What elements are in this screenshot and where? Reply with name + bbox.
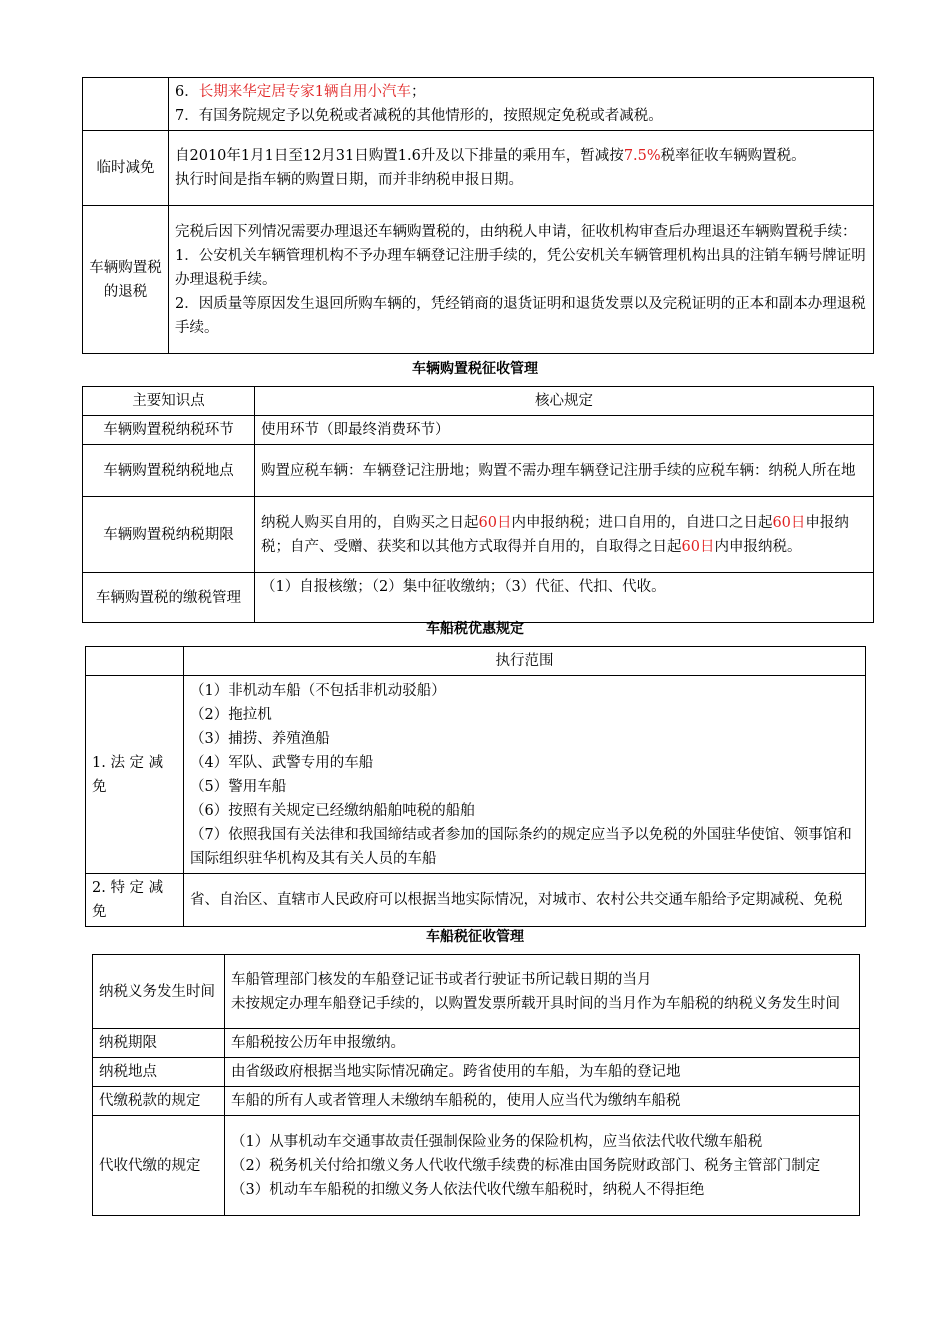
row-content: 使用环节（即最终消费环节）: [255, 416, 874, 445]
text: 内申报纳税；进口自用的，自进口之日起: [511, 514, 773, 531]
section-title: 车船税征收管理: [426, 929, 524, 945]
table-row: [83, 573, 874, 623]
row-content: [169, 206, 874, 354]
list-item: （1）非机动车船（不包括非机动驳船）: [190, 682, 446, 699]
row-label: 纳税地点: [93, 1058, 225, 1087]
row-label: 2. 特 定 减 免: [86, 874, 184, 927]
row-content: 省、自治区、直辖市人民政府可以根据当地实际情况，对城市、农村公共交通车船给予定期减税、免税: [184, 874, 866, 927]
row-label: 车辆购置税纳税环节: [83, 416, 255, 445]
row-content: 车船税按公历年申报缴纳。: [225, 1029, 860, 1058]
text: 未按规定办理车船登记手续的，以购置发票所载开具时间的当月作为车船税的纳税义务发生时间: [231, 995, 840, 1012]
table-row: [86, 676, 866, 874]
table-row: [93, 1087, 860, 1116]
row-content: [225, 1116, 860, 1216]
highlight-rate: 7.5%: [623, 148, 661, 164]
column-header: 执行范围: [184, 647, 866, 676]
row-label: 车辆购置税的退税: [83, 206, 169, 354]
row-label: 纳税期限: [93, 1029, 225, 1058]
list-item: （2）税务机关付给扣缴义务人代收代缴手续费的标准由国务院财政部门、税务主管部门制定: [231, 1157, 821, 1174]
row-label: 车辆购置税纳税地点: [83, 445, 255, 497]
highlight-text: 长期来华定居专家1辆自用小汽车: [198, 84, 411, 100]
table-header: [86, 647, 866, 676]
list-item: （3）机动车车船税的扣缴义务人依法代收代缴车船税时，纳税人不得拒绝: [231, 1181, 705, 1198]
section-title: 车辆购置税征收管理: [412, 361, 538, 377]
list-item: （7）依照我国有关法律和我国缔结或者参加的国际条约的规定应当予以免税的外国驻华使馆、领事馆和国际组织驻华机构及其有关人员的车船: [190, 826, 852, 867]
text: 2．因质量等原因发生退回所购车辆的，凭经销商的退货证明和退货发票以及完税证明的正本和副本办理退税手续。: [175, 295, 866, 336]
list-item: （6）按照有关规定已经缴纳船舶吨税的船舶: [190, 802, 475, 819]
text: 自2010年1月1日至12月31日购置1.6升及以下排量的乘用车，暂减按: [175, 148, 624, 164]
text: 申报纳税；自产、受赠、获奖和以其他方式取得并自用的，自取得之日起: [261, 514, 849, 555]
list-item: （5）警用车船: [190, 778, 287, 795]
table-row: [93, 1116, 860, 1216]
row-label: 1. 法 定 减 免: [86, 676, 184, 874]
punctuation: ；: [410, 84, 426, 100]
text: 1．公安机关车辆管理机构不予办理车辆登记注册手续的，凭公安机关车辆管理机构出具的注销车辆号牌证明办理退税手续。: [175, 247, 866, 288]
table-row: [83, 416, 874, 445]
table-row: [93, 1029, 860, 1058]
text: 内申报纳税。: [714, 538, 802, 555]
list-item: （3）捕捞、养殖渔船: [190, 730, 330, 747]
table-header: [83, 387, 874, 416]
column-header: 主要知识点: [83, 387, 255, 416]
row-label: 临时减免: [83, 131, 169, 206]
table-row: [83, 206, 874, 354]
vessel-tax-admin-table: [92, 954, 860, 1216]
vessel-tax-relief-table: [85, 646, 866, 927]
list-item: （1）从事机动车交通事故责任强制保险业务的保险机构，应当依法代收代缴车船税: [231, 1133, 763, 1150]
table-row: [83, 497, 874, 573]
vehicle-purchase-tax-admin-table: [82, 386, 874, 623]
section-title: 车船税优惠规定: [426, 621, 524, 637]
item-number: 6．: [175, 84, 199, 100]
text: 税率征收车辆购置税。: [660, 148, 806, 164]
row-content: 由省级政府根据当地实际情况确定。跨省使用的车船，为车船的登记地: [225, 1058, 860, 1087]
highlight-days: 60日: [681, 538, 715, 555]
table-row: [83, 131, 874, 206]
text: 完税后因下列情况需要办理退还车辆购置税的，由纳税人申请，征收机构审查后办理退还车辆购置税手续：: [175, 223, 857, 240]
table-row: [86, 874, 866, 927]
text: 车船管理部门核发的车船登记证书或者行驶证书所记载日期的当月: [231, 971, 652, 988]
list-item: （4）军队、武警专用的车船: [190, 754, 374, 771]
row-label: 车辆购置税的缴税管理: [83, 573, 255, 623]
row-content: 购置应税车辆：车辆登记注册地；购置不需办理车辆登记注册手续的应税车辆：纳税人所在地: [255, 445, 874, 497]
row-content: [184, 676, 866, 874]
row-content: 车船的所有人或者管理人未缴纳车船税的，使用人应当代为缴纳车船税: [225, 1087, 860, 1116]
row-label: [83, 78, 169, 131]
highlight-days: 60日: [772, 514, 806, 531]
text: 执行时间是指车辆的购置日期，而并非纳税申报日期。: [175, 172, 523, 188]
row-label: 纳税义务发生时间: [93, 955, 225, 1029]
row-label: 代收代缴的规定: [93, 1116, 225, 1216]
column-header: 核心规定: [255, 387, 874, 416]
item-7: 7．有国务院规定予以免税或者减税的其他情形的，按照规定免税或者减税。: [175, 108, 663, 124]
row-content: [225, 955, 860, 1029]
row-content: （1）自报核缴；（2）集中征收缴纳；（3）代征、代扣、代收。: [255, 573, 874, 623]
vehicle-purchase-tax-relief-table: [82, 77, 874, 354]
row-label: 车辆购置税纳税期限: [83, 497, 255, 573]
row-content: [169, 131, 874, 206]
table-row: [93, 1058, 860, 1087]
table-row: [93, 955, 860, 1029]
column-header-empty: [86, 647, 184, 676]
table-row: [83, 445, 874, 497]
table-row: [83, 78, 874, 131]
row-content: [255, 497, 874, 573]
row-label: 代缴税款的规定: [93, 1087, 225, 1116]
text: 纳税人购买自用的，自购买之日起: [261, 514, 479, 531]
list-item: （2）拖拉机: [190, 706, 272, 723]
row-content: [169, 78, 874, 131]
highlight-days: 60日: [478, 514, 512, 531]
